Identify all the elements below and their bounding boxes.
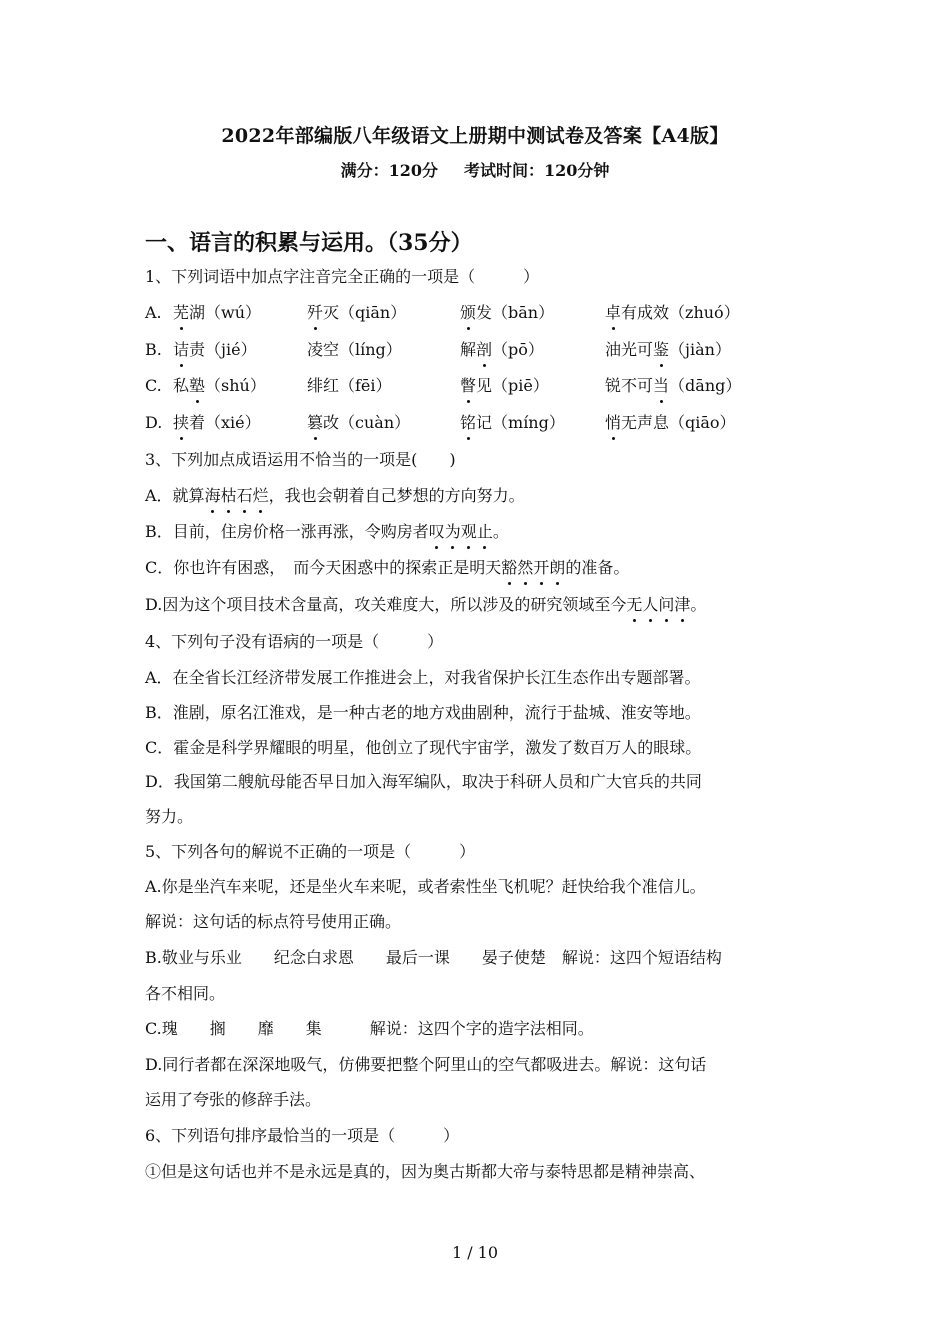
dotted-character: 颁	[460, 303, 477, 322]
dotted-character: 无	[626, 595, 643, 614]
dotted-character: 挟	[173, 413, 190, 432]
dotted-character: 豁	[501, 558, 518, 577]
word-choice: 铭记（míng）	[460, 413, 565, 432]
exam-time: 考试时间：120分钟	[464, 161, 610, 180]
dotted-idiom	[501, 558, 565, 577]
word-choice: 绯红（fēi）	[307, 376, 392, 395]
option-label: A.	[145, 303, 162, 322]
dotted-character: 悄	[605, 413, 622, 432]
dotted-idiom	[205, 486, 269, 505]
dotted-character: 朗	[549, 558, 566, 577]
q1-stem: 1、下列词语中加点字注音完全正确的一项是（ ）	[145, 267, 540, 286]
q4-option-d-cont: 努力。	[145, 807, 194, 826]
q3-option-d: D.因为这个项目技术含量高，攻关难度大，所以涉及的研究领域至今无人问津。	[145, 595, 707, 614]
word-choice: 瞥见（piē）	[460, 376, 549, 395]
word-choice: 悄无声息（qiāo）	[605, 413, 736, 432]
q5-option-a-note: 解说：这句话的标点符号使用正确。	[145, 912, 402, 931]
exam-info	[0, 158, 950, 181]
dotted-character: 卓	[605, 303, 622, 322]
full-score: 满分：120分	[340, 161, 438, 180]
dotted-character: 叹	[428, 522, 445, 541]
q4-option-c: C．霍金是科学界耀眼的明星，他创立了现代宇宙学，激发了数百万人的眼球。	[145, 738, 702, 757]
q5-stem: 5、下列各句的解说不正确的一项是（ ）	[145, 842, 476, 861]
q5-option-b: B.敬业与乐业 纪念白求恩 最后一课 晏子使楚 解说：这四个短语结构	[145, 948, 722, 967]
word-choice: 卓有成效（zhuó）	[605, 303, 740, 322]
dotted-character: 铭	[460, 413, 477, 432]
dotted-character: 芜	[173, 303, 190, 322]
q5-option-c: C.瑰 搁 靡 集 解说：这四个字的造字法相同。	[145, 1019, 594, 1038]
dotted-character: 津	[674, 595, 691, 614]
dotted-character: 枯	[220, 486, 237, 505]
q3-option-c: C．你也许有困惑， 而今天困惑中的探索正是明天豁然开朗的准备。	[145, 558, 630, 577]
dotted-character: 篡	[307, 413, 324, 432]
document-title: 2022年部编版八年级语文上册期中测试卷及答案【A4版】	[221, 125, 729, 147]
q5-option-b-cont: 各不相同。	[145, 984, 226, 1003]
q3-stem: 3、下列加点成语运用不恰当的一项是( )	[145, 450, 456, 469]
dotted-character: 为	[444, 522, 461, 541]
word-choice: 诘责（jié）	[173, 340, 257, 359]
dotted-character: 人	[642, 595, 659, 614]
word-choice: 篡改（cuàn）	[307, 413, 411, 432]
dotted-character: 鉴	[653, 340, 670, 359]
q3-option-a: A．就算海枯石烂，我也会朝着自己梦想的方向努力。	[145, 486, 525, 505]
dotted-character: 开	[533, 558, 550, 577]
q5-option-a: A.你是坐汽车来呢，还是坐火车来呢，或者索性坐飞机呢？赶快给我个准信儿。	[145, 877, 706, 896]
word-choice: 油光可鉴（jiàn）	[605, 340, 731, 359]
q3-option-b: B．目前，住房价格一涨再涨，令购房者叹为观止。	[145, 522, 509, 541]
q4-option-b: B．淮剧，原名江淮戏，是一种古老的地方戏曲剧种，流行于盐城、淮安等地。	[145, 703, 701, 722]
word-choice: 私塾（shú）	[173, 376, 266, 395]
page-number: 1 / 10	[451, 1243, 499, 1262]
section-title: 一、语言的积累与运用。（35分）	[145, 230, 473, 256]
dotted-idiom	[429, 522, 493, 541]
dotted-character: 观	[460, 522, 477, 541]
q4-option-a: A．在全省长江经济带发展工作推进会上，对我省保护长江生态作出专题部署。	[145, 668, 701, 687]
option-label: B.	[145, 340, 162, 359]
q6-stem: 6、下列语句排序最恰当的一项是（ ）	[145, 1126, 460, 1145]
dotted-character: 瞥	[460, 376, 477, 395]
word-choice: 凌空（líng）	[307, 340, 402, 359]
q4-option-d: D．我国第二艘航母能否早日加入海军编队，取决于科研人员和广大官兵的共同	[145, 772, 702, 791]
dotted-character: 歼	[307, 303, 324, 322]
dotted-character: 止	[476, 522, 493, 541]
dotted-character: 烂	[252, 486, 269, 505]
dotted-character: 问	[658, 595, 675, 614]
dotted-character: 诘	[173, 340, 190, 359]
dotted-character: 海	[204, 486, 221, 505]
word-choice: 歼灭（qiān）	[307, 303, 407, 322]
q5-option-d: D.同行者都在深深地吸气，仿佛要把整个阿里山的空气都吸进去。解说：这句话	[145, 1055, 707, 1074]
q5-option-d-cont: 运用了夸张的修辞手法。	[145, 1090, 322, 1109]
word-choice: 锐不可当（dāng）	[605, 376, 742, 395]
word-choice: 挟着（xié）	[173, 413, 261, 432]
dotted-character: 当	[653, 376, 670, 395]
q6-item-1: ①但是这句话也并不是永远是真的，因为奥古斯都大帝与泰特思都是精神崇高、	[145, 1162, 706, 1181]
word-choice: 颁发（bān）	[460, 303, 555, 322]
dotted-idiom	[626, 595, 690, 614]
word-choice: 芜湖（wú）	[173, 303, 262, 322]
dotted-character: 塾	[189, 376, 206, 395]
word-choice: 解剖（pō）	[460, 340, 544, 359]
dotted-character: 剖	[476, 340, 493, 359]
dotted-character: 石	[236, 486, 253, 505]
q4-stem: 4、下列句子没有语病的一项是（ ）	[145, 632, 444, 651]
option-label: D.	[145, 413, 163, 432]
dotted-character: 然	[517, 558, 534, 577]
option-label: C.	[145, 376, 162, 395]
